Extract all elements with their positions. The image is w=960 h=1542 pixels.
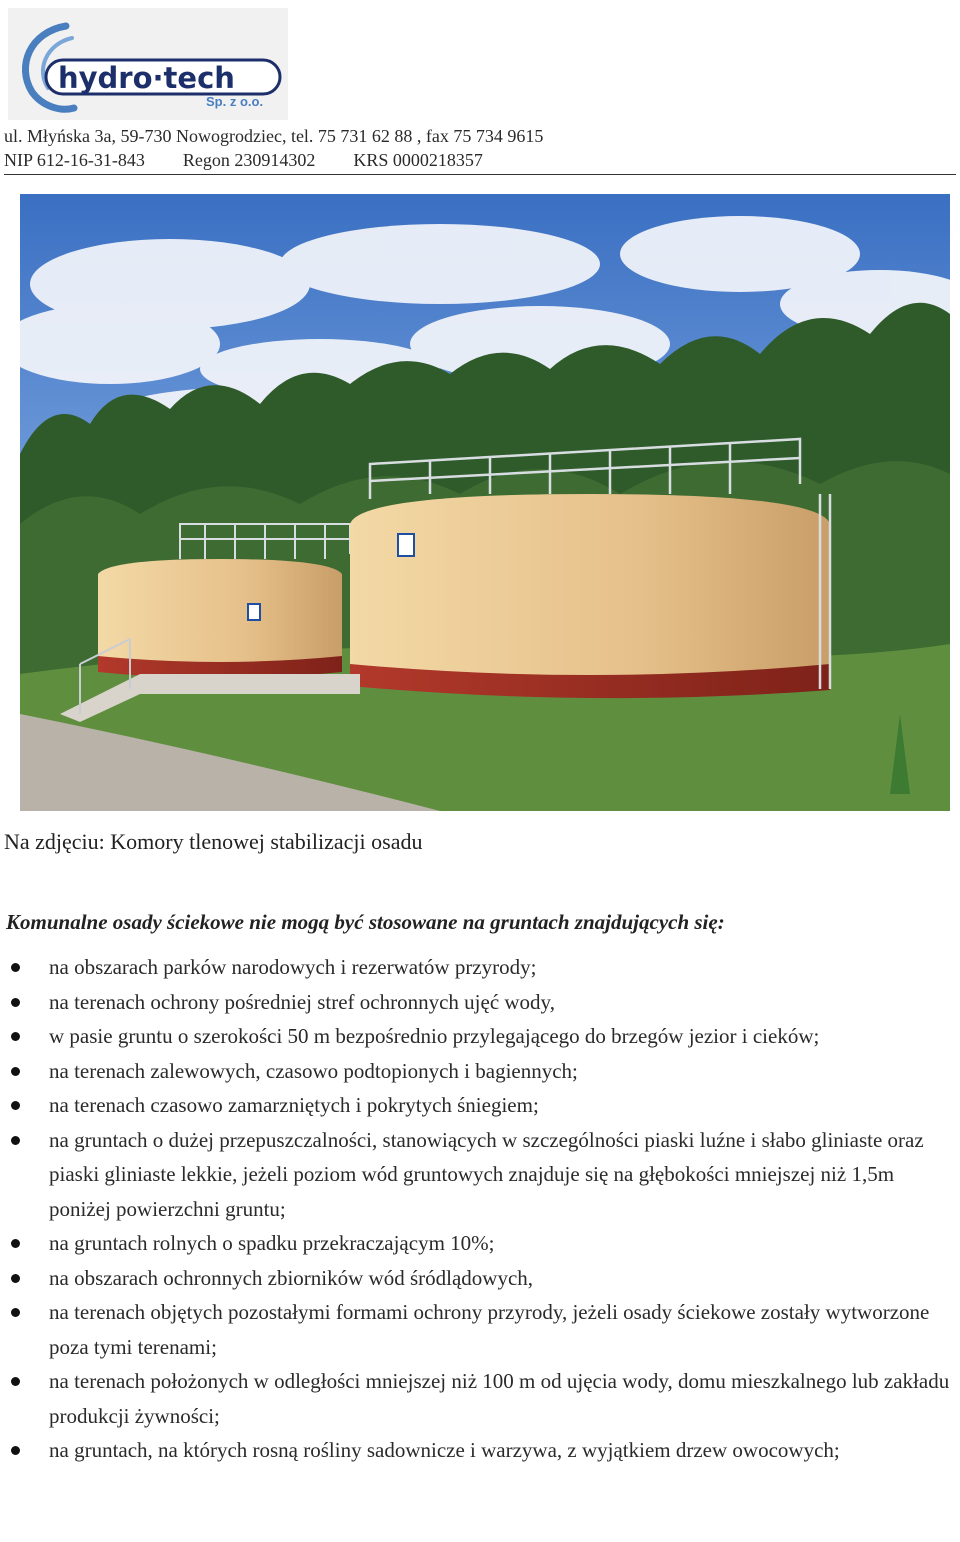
address-line: ul. Młyńska 3a, 59-730 Nowogrodziec, tel. 75 731 62 88 , fax 75 734 9615	[4, 126, 544, 146]
bullet-icon	[11, 1032, 20, 1041]
restrictions-list	[0, 950, 960, 1468]
bullet-icon	[11, 1308, 20, 1317]
bullet-icon	[11, 963, 20, 972]
company-logo	[8, 8, 288, 120]
regon-number: Regon 230914302	[182, 150, 316, 170]
list-item: na gruntach, na których rosną rośliny sadownicze i warzywa, z wyjątkiem drzew owocowych;	[0, 1433, 960, 1468]
list-item: na obszarach ochronnych zbiorników wód śródlądowych,	[0, 1261, 960, 1296]
list-item: na terenach czasowo zamarzniętych i pokrytych śniegiem;	[0, 1088, 960, 1123]
bullet-icon	[11, 1377, 20, 1386]
company-address-block	[4, 124, 543, 172]
list-item: na terenach objętych pozostałymi formami ochrony przyrody, jeżeli osady ściekowe zostały wytworzone poza tymi terenami;	[0, 1295, 960, 1364]
list-item: na obszarach parków narodowych i rezerwatów przyrody;	[0, 950, 960, 985]
bullet-icon	[11, 1136, 20, 1145]
bullet-icon	[11, 998, 20, 1007]
logo-wordmark: hydro·tech	[58, 61, 235, 95]
list-item: na terenach zalewowych, czasowo podtopionych i bagiennych;	[0, 1054, 960, 1089]
header-divider	[4, 174, 956, 175]
tanks-photo	[20, 194, 950, 811]
list-item: na terenach ochrony pośredniej stref ochronnych ujęć wody,	[0, 985, 960, 1020]
logo-suffix: Sp. z o.o.	[206, 94, 264, 109]
photo-caption: Na zdjęciu: Komory tlenowej stabilizacji osadu	[4, 829, 423, 854]
bullet-icon	[11, 1446, 20, 1455]
list-item: na gruntach rolnych o spadku przekraczającym 10%;	[0, 1226, 960, 1261]
bullet-icon	[11, 1239, 20, 1248]
list-item: na terenach położonych w odległości mniejszej niż 100 m od ujęcia wody, domu mieszkalnego lub zakładu produkcji żywności;	[0, 1364, 960, 1433]
bullet-icon	[11, 1101, 20, 1110]
section-heading: Komunalne osady ściekowe nie mogą być stosowane na gruntach znajdujących się:	[6, 910, 725, 934]
bullet-icon	[11, 1067, 20, 1076]
list-item: w pasie gruntu o szerokości 50 m bezpośrednio przylegającego do brzegów jezior i cieków;	[0, 1019, 960, 1054]
tanks-illustration	[20, 194, 950, 811]
list-item: na gruntach o dużej przepuszczalności, stanowiących w szczególności piaski luźne i słabo gliniaste oraz piaski gliniaste lekkie, jeżeli poziom wód gruntowych znajduje się na głębokości mniejszej niż 1,5m poniżej powierzchni gruntu;	[0, 1123, 960, 1227]
krs-number: KRS 0000218357	[353, 150, 483, 170]
nip-number: NIP 612-16-31-843	[4, 150, 145, 170]
hydro-tech-logo-graphic	[8, 8, 288, 120]
bullet-icon	[11, 1274, 20, 1283]
